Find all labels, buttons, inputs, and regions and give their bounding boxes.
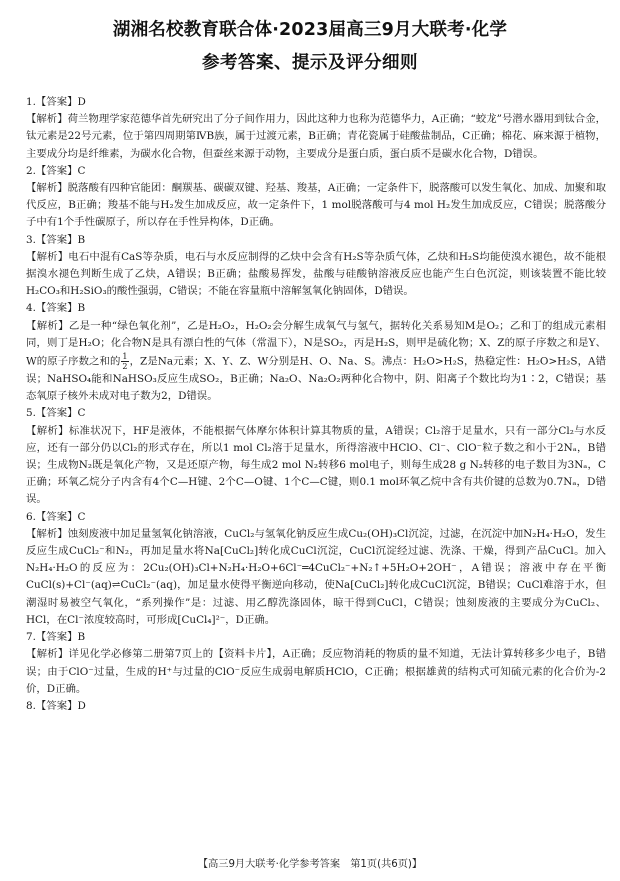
answer-line: 5.【答案】C bbox=[26, 407, 86, 420]
question-6 bbox=[26, 509, 606, 629]
answer-line: 6.【答案】C bbox=[26, 510, 86, 523]
answer-line: 3.【答案】B bbox=[26, 233, 86, 246]
fraction bbox=[121, 352, 128, 371]
explanation-text: 【解析】详见化学必修第二册第7页上的【资料卡片】，A正确；反应物消耗的物质的量不知道，无法计算转移多少电子，B错误；由于ClO⁻过量，生成的H⁺与过量的ClO⁻反应生成弱电解质HClO，C正确；根据雄黄的结构式可知硫元素的化合价为-2价，D正确。 bbox=[26, 648, 606, 695]
document-subtitle: 参考答案、提示及评分细则 bbox=[202, 53, 418, 73]
explanation-text: 【解析】电石中混有CaS等杂质，电石与水反应制得的乙炔中会含有H₂S等杂质气体，乙炔和H₂S均能使溴水褪色，故不能根据溴水褪色判断生成了乙炔，A错误；B正确；盐酸易挥发，盐酸与硅酸钠溶液反应也能产生白色沉淀，则该装置不能比较H₂CO₃和H₂SiO₃的酸性强弱，C错误；不能在容量瓶中溶解氢氧化钠固体，D错误。 bbox=[26, 250, 606, 298]
explanation-part: 【解析】乙是一种“绿色氧化剂”，乙是H₂O₂，H₂O₂会分解生成氧气与氢气，据转化关系易知M是O₂；乙和丁的组成元素相同，则丁是H₂O；化合物N是具有漂白性的气体（常温下），N是SO₂，丙是H₂S，则甲是硫化物；X、Z的原子序数之和是Y、W的原子序数之和的 bbox=[26, 319, 606, 368]
fraction-denominator: 2 bbox=[122, 362, 128, 372]
question-1 bbox=[26, 94, 606, 163]
explanation-text: 【解析】荷兰物理学家范德华首先研究出了分子间作用力，因此这种力也称为范德华力，A正确；“蛟龙”号潜水器用到钛合金，钛元素是22号元素，位于第四周期第ⅣB族，属于过渡元素，B正确；青花瓷属于硅酸盐制品，C正确；棉花、麻来源于植物，主要成分均是纤维素，为碳水化合物，但蚕丝来源于动物，主要成分是蛋白质，蛋白质不是碳水化合物，D错误。 bbox=[26, 113, 606, 160]
fraction-numerator: 1 bbox=[122, 352, 128, 362]
answer-list bbox=[26, 94, 606, 715]
answer-line: 1.【答案】D bbox=[26, 96, 86, 108]
answer-line: 7.【答案】B bbox=[26, 631, 86, 644]
explanation-part: ，Z是Na元素；X、Y、Z、W分别是H、O、Na、S。沸点：H₂O>H₂S，热稳定性：H₂O>H₂S，A错误；NaHSO₄能和NaHSO₃反应生成SO₂，B正确；Na₂O、Na₂O₂两种化合物中，阴、阳离子个数比均为1∶2，C错误；基态氧原子核外未成对电子数为2，D错误。 bbox=[26, 355, 606, 403]
question-4 bbox=[26, 300, 606, 405]
answer-line: 2.【答案】C bbox=[26, 164, 86, 177]
answer-line: 4.【答案】B bbox=[26, 302, 86, 315]
question-3 bbox=[26, 232, 606, 301]
question-8 bbox=[26, 698, 606, 715]
answer-line: 8.【答案】D bbox=[26, 699, 86, 712]
explanation-text: 【解析】标准状况下，HF是液体，不能根据气体摩尔体积计算其物质的量，A错误；Cl₂溶于足量水，只有一部分Cl₂与水反应，还有一部分仍以Cl₂的形式存在，所以1 mol Cl₂溶于足量水，所得溶液中HClO、Cl⁻、ClO⁻粒子数之和小于2Nₐ，B错误；生成物N₂既是氧化产物，又是还原产物，每生成2 mol N₂转移6 mol电子，则每生成28 g N₂转移的电子数目为3Nₐ，C正确；环氧乙烷分子内含有4个C—H键、2个C—O键、1个C—C键，则0.1 mol环氧乙烷中含有共价键的总数为0.7Nₐ，D错误。 bbox=[26, 424, 606, 506]
page-footer: 【高三9月大联考·化学参考答案 第1页(共6页)】 bbox=[197, 859, 423, 870]
explanation-text: 【解析】脱落酸有四种官能团：酮羰基、碳碳双键、羟基、羧基，A正确；一定条件下，脱落酸可以发生氧化、加成、加聚和取代反应，B正确；羧基不能与H₂发生加成反应，故一定条件下，1 mol脱落酸可与4 mol H₂发生加成反应，C错误；脱落酸分子中有1个手性碳原子，所以存在手性异构体，D正确。 bbox=[26, 182, 606, 229]
question-7 bbox=[26, 629, 606, 698]
document-title: 湖湘名校教育联合体·2023届高三9月大联考·化学 bbox=[112, 20, 508, 40]
explanation-text bbox=[26, 318, 606, 406]
question-2 bbox=[26, 163, 606, 232]
question-5 bbox=[26, 405, 606, 508]
explanation-text: 【解析】蚀刻废液中加足量氢氧化钠溶液，CuCl₂与氢氧化钠反应生成Cu₂(OH)₃Cl沉淀，过滤，在沉淀中加N₂H₄·H₂O，发生反应生成CuCl₂⁻和N₂，再加足量水将Na[CuCl₂]转化成CuCl沉淀，CuCl沉淀经过滤、洗涤、干燥，得到产品CuCl。加入N₂H₄·H₂O的反应为：2Cu₂(OH)₃Cl+N₂H₄·H₂O+6Cl⁻═4CuCl₂⁻+N₂↑+5H₂O+2OH⁻，A错误；溶液中存在平衡CuCl(s)+Cl⁻(aq)⇌CuCl₂⁻(aq)，加足量水使得平衡逆向移动，使Na[CuCl₂]转化成CuCl沉淀，B错误；CuCl难溶于水，但潮湿时易被空气氧化，“系列操作”是：过滤、用乙醇洗涤固体，晾干得到CuCl，C错误；蚀刻废液的主要成分为CuCl₂、HCl，在Cl⁻浓度较高时，可形成[CuCl₄]²⁻，D正确。 bbox=[26, 527, 606, 626]
